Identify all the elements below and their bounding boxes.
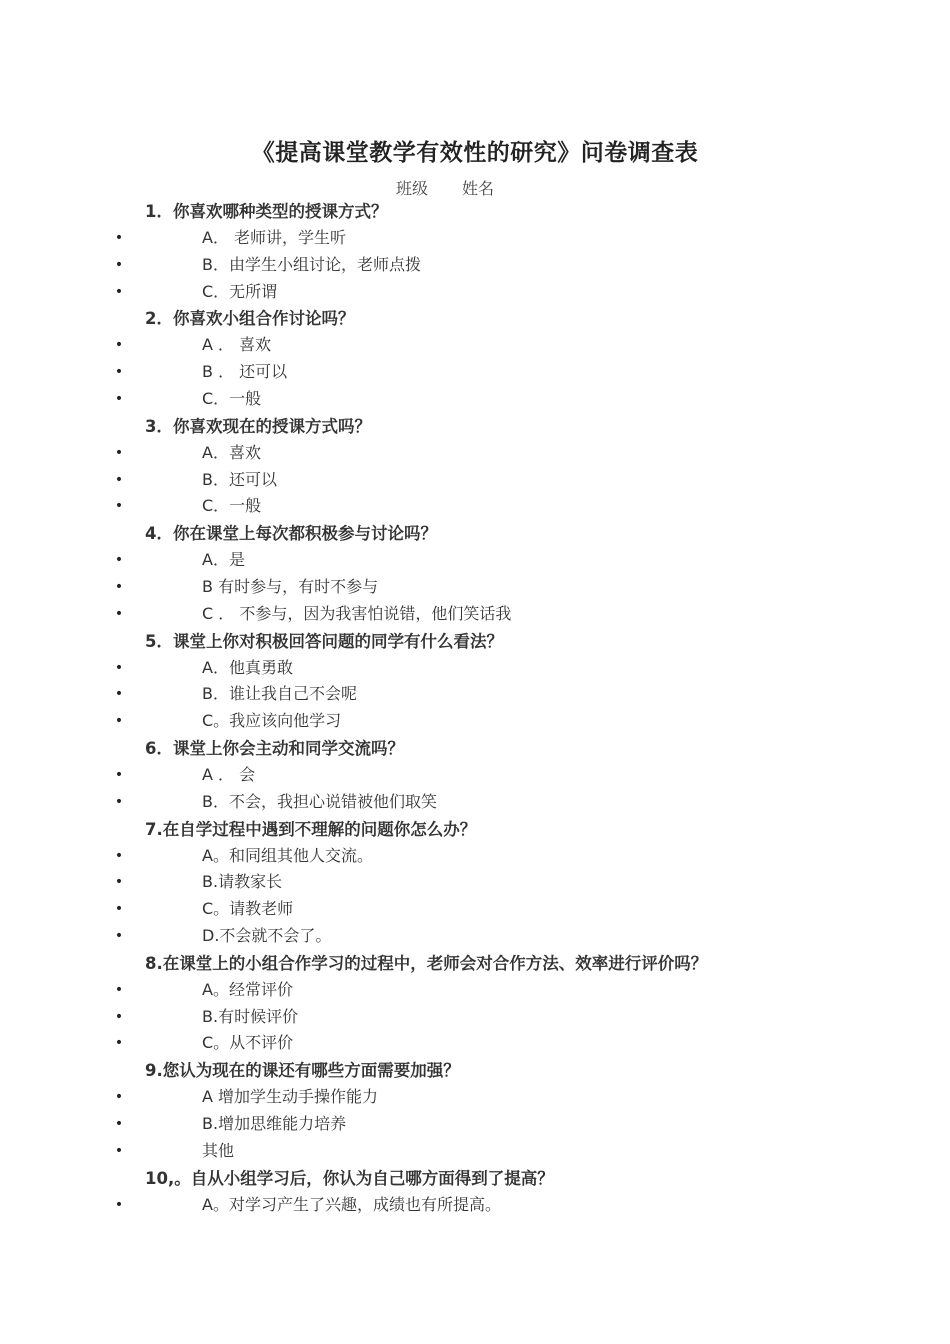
- bullet-icon: •: [114, 256, 124, 273]
- answer-option: [0, 843, 950, 870]
- bullet-icon: •: [114, 1008, 124, 1025]
- option-text: D.不会就不会了。: [202, 925, 332, 945]
- bullet-icon: •: [114, 847, 124, 864]
- bullet-icon: •: [114, 552, 124, 569]
- answer-option: [0, 923, 950, 950]
- bullet-icon: •: [114, 713, 124, 730]
- option-text: B．谁让我自己不会呢: [202, 684, 357, 704]
- bullet-icon: •: [114, 1035, 124, 1052]
- answer-option: [0, 977, 950, 1004]
- document-title: 《提高课堂教学有效性的研究》问卷调查表: [251, 140, 699, 166]
- answer-option: [0, 225, 950, 252]
- answer-option: [0, 493, 950, 520]
- option-text: C ． 不参与，因为我害怕说错，他们笑话我: [202, 603, 512, 623]
- question-5: 5．课堂上你对积极回答问题的同学有什么看法？: [145, 631, 503, 651]
- option-text: A ． 喜欢: [202, 335, 272, 355]
- answer-option: [0, 896, 950, 923]
- question-9: 9.您认为现在的课还有哪些方面需要加强？: [145, 1061, 460, 1081]
- bullet-icon: •: [114, 1142, 124, 1159]
- answer-option: [0, 762, 950, 789]
- answer-option: [0, 252, 950, 279]
- bullet-icon: •: [114, 444, 124, 461]
- question-8: 8.在课堂上的小组合作学习的过程中，老师会对合作方法、效率进行评价吗？: [145, 953, 708, 973]
- option-text: A．是: [202, 550, 245, 570]
- bullet-icon: •: [114, 901, 124, 918]
- answer-option: [0, 547, 950, 574]
- option-text: B．不会，我担心说错被他们取笑: [202, 791, 437, 811]
- answer-option: [0, 1111, 950, 1138]
- answer-option: [0, 708, 950, 735]
- option-text: C．一般: [202, 388, 262, 408]
- option-text: A 增加学生动手操作能力: [202, 1087, 379, 1107]
- option-text: C。我应该向他学习: [202, 711, 342, 731]
- answer-option: [0, 1030, 950, 1057]
- bullet-icon: •: [114, 981, 124, 998]
- question-list: [0, 198, 950, 1218]
- bullet-icon: •: [114, 471, 124, 488]
- answer-option: [0, 359, 950, 386]
- answer-option: [0, 681, 950, 708]
- respondent-info: [0, 176, 890, 199]
- option-text: B ． 还可以: [202, 362, 288, 382]
- answer-option: [0, 1084, 950, 1111]
- answer-option: [0, 1004, 950, 1031]
- bullet-icon: •: [114, 364, 124, 381]
- question-2: 2．你喜欢小组合作讨论吗？: [145, 309, 355, 329]
- option-text: 其他: [202, 1140, 235, 1160]
- bullet-icon: •: [114, 874, 124, 891]
- bullet-icon: •: [114, 337, 124, 354]
- answer-option: [0, 574, 950, 601]
- bullet-icon: •: [114, 793, 124, 810]
- answer-option: [0, 655, 950, 682]
- option-text: A． 老师讲，学生听: [202, 228, 347, 247]
- answer-option: [0, 386, 950, 413]
- bullet-icon: •: [114, 1196, 124, 1213]
- answer-option: [0, 869, 950, 896]
- name-label: 姓名: [462, 179, 495, 198]
- option-text: A ． 会: [202, 764, 256, 784]
- question-7: 7.在自学过程中遇到不理解的问题你怎么办？: [145, 819, 477, 839]
- answer-option: [0, 1192, 950, 1219]
- option-text: A。和同组其他人交流。: [202, 845, 373, 865]
- option-text: B．还可以: [202, 469, 277, 489]
- bullet-icon: •: [114, 927, 124, 944]
- bullet-icon: •: [114, 390, 124, 407]
- bullet-icon: •: [114, 1115, 124, 1132]
- bullet-icon: •: [114, 283, 124, 300]
- bullet-icon: •: [114, 578, 124, 595]
- option-text: A．他真勇敢: [202, 657, 293, 677]
- option-text: C．无所谓: [202, 281, 278, 301]
- answer-option: [0, 789, 950, 816]
- question-10: 10,。自从小组学习后，你认为自己哪方面得到了提高？: [145, 1168, 554, 1188]
- answer-option: [0, 467, 950, 494]
- bullet-icon: •: [114, 659, 124, 676]
- option-text: B.请教家长: [202, 872, 283, 892]
- question-3: 3．你喜欢现在的授课方式吗？: [145, 416, 371, 436]
- option-text: B.有时候评价: [202, 1006, 299, 1026]
- option-text: B.增加思维能力培养: [202, 1113, 347, 1133]
- option-text: C。请教老师: [202, 899, 294, 919]
- option-text: A。对学习产生了兴趣，成绩也有所提高。: [202, 1194, 501, 1214]
- answer-option: [0, 1138, 950, 1165]
- bullet-icon: •: [114, 230, 124, 246]
- option-text: A。经常评价: [202, 979, 293, 999]
- option-text: C．一般: [202, 496, 262, 516]
- answer-option: [0, 279, 950, 306]
- question-4: 4．你在课堂上每次都积极参与讨论吗？: [145, 524, 437, 544]
- answer-option: [0, 440, 950, 467]
- bullet-icon: •: [114, 605, 124, 622]
- bullet-icon: •: [114, 686, 124, 703]
- class-label: 班级: [395, 179, 428, 198]
- option-text: B 有时参与，有时不参与: [202, 576, 379, 596]
- option-text: A．喜欢: [202, 442, 261, 462]
- option-text: B．由学生小组讨论，老师点拨: [202, 254, 421, 274]
- bullet-icon: •: [114, 498, 124, 515]
- answer-option: [0, 332, 950, 359]
- answer-option: [0, 601, 950, 628]
- bullet-icon: •: [114, 766, 124, 783]
- question-6: 6．课堂上你会主动和同学交流吗？: [145, 738, 404, 758]
- question-1: 1．你喜欢哪种类型的授课方式？: [145, 202, 388, 221]
- bullet-icon: •: [114, 1089, 124, 1106]
- option-text: C。从不评价: [202, 1033, 294, 1053]
